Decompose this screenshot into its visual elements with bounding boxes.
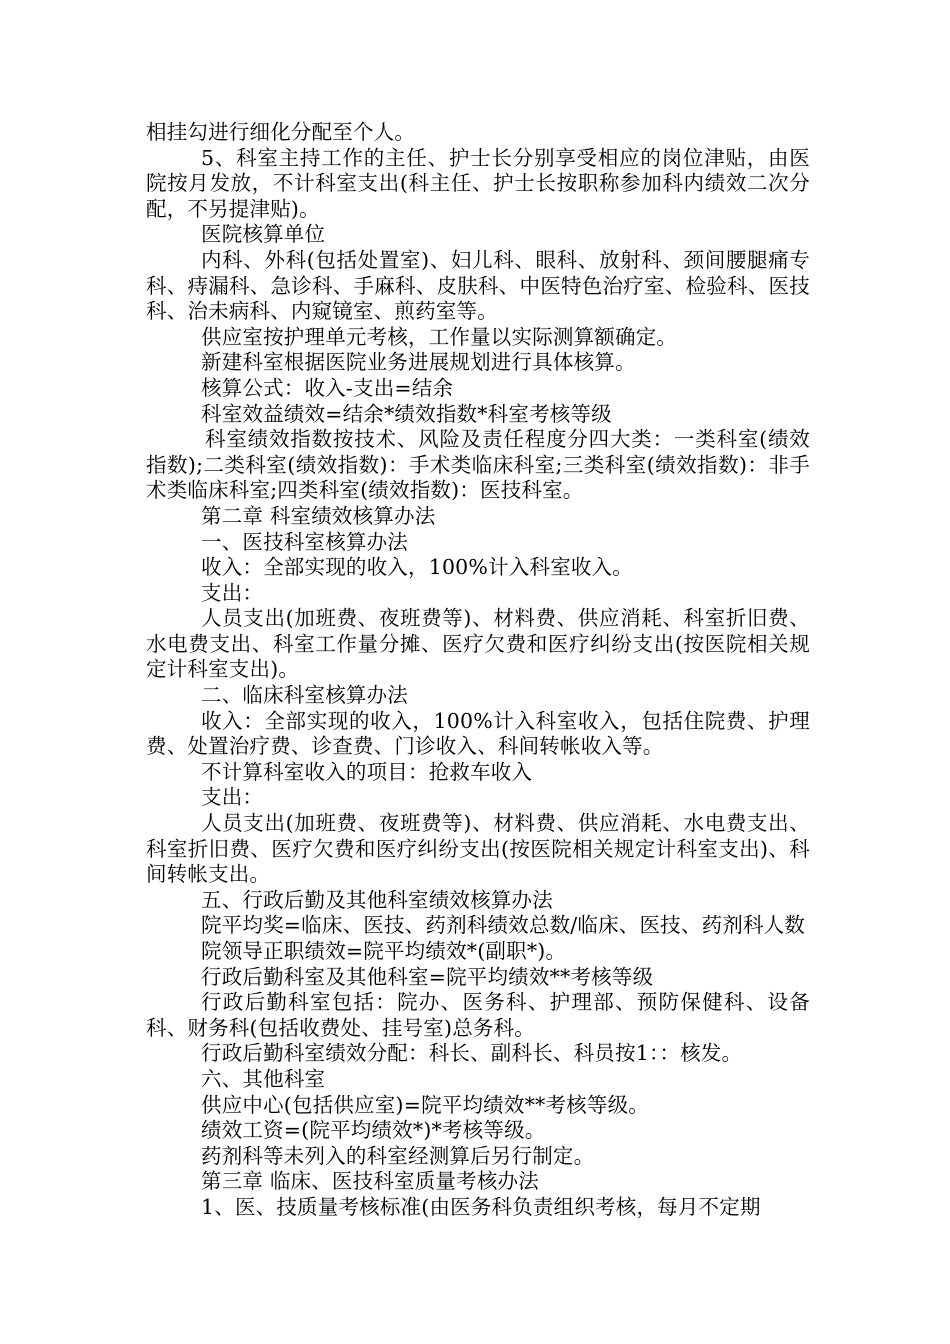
paragraph: 人员支出(加班费、夜班费等)、材料费、供应消耗、水电费支出、科室折旧费、医疗欠费和医疗纠纷支出(按医院相关规定计科室支出)、科间转帐支出。: [146, 811, 810, 887]
paragraph: 人员支出(加班费、夜班费等)、材料费、供应消耗、科室折旧费、水电费支出、科室工作量分摊、医疗欠费和医疗纠纷支出(按医院相关规定计科室支出)。: [146, 606, 810, 682]
formula: 行政后勤科室及其他科室=院平均绩效**考核等级: [201, 964, 654, 989]
document-body: [146, 120, 810, 1221]
formula: 绩效工资=(院平均绩效*)*考核等级。: [201, 1118, 546, 1143]
chapter-heading: 第三章 临床、医技科室质量考核办法: [201, 1169, 539, 1194]
paragraph: 科室绩效指数按技术、风险及责任程度分四大类：一类科室(绩效指数);二类科室(绩效指数)：手术类临床科室;三类科室(绩效指数)：非手术类临床科室;四类科室(绩效指数)：医技科室。: [146, 427, 810, 503]
paragraph: 5、科室主持工作的主任、护士长分别享受相应的岗位津贴，由医院按月发放，不计科室支出(科主任、护士长按职称参加科内绩效二次分配，不另提津贴)。: [146, 145, 810, 221]
paragraph: 收入：全部实现的收入，100%计入科室收入。: [201, 555, 634, 580]
paragraph: 供应室按护理单元考核，工作量以实际测算额确定。: [201, 324, 678, 349]
paragraph: 收入：全部实现的收入，100%计入科室收入，包括住院费、护理费、处置治疗费、诊查费、门诊收入、科间转帐收入等。: [146, 708, 810, 759]
paragraph: 内科、外科(包括处置室)、妇儿科、眼科、放射科、颈间腰腿痛专科、痔漏科、急诊科、手麻科、皮肤科、中医特色治疗室、检验科、医技科、治未病科、内窥镜室、煎药室等。: [146, 247, 810, 324]
paragraph: 药剂科等未列入的科室经测算后另行制定。: [201, 1143, 595, 1168]
paragraph: 行政后勤科室绩效分配：科长、副科长、科员按1：：核发。: [201, 1041, 743, 1066]
formula: 供应中心(包括供应室)=院平均绩效**考核等级。: [201, 1092, 649, 1117]
paragraph: 行政后勤科室包括：院办、医务科、护理部、预防保健科、设备科、财务科(包括收费处、挂号室)总务科。: [146, 990, 810, 1040]
chapter-heading: 第二章 科室绩效核算办法: [201, 503, 436, 528]
paragraph: 1、医、技质量考核标准(由医务科负责组织考核，每月不定期: [201, 1194, 761, 1219]
paragraph: 支出：: [201, 580, 264, 605]
paragraph: 相挂勾进行细化分配至个人。: [146, 120, 416, 144]
formula: 核算公式：收入-支出=结余: [201, 375, 454, 400]
paragraph: 支出：: [201, 785, 264, 810]
section-heading: 医院核算单位: [201, 222, 326, 247]
formula: 院领导正职绩效=院平均绩效*(副职*)。: [201, 939, 567, 963]
section-heading: 五、行政后勤及其他科室绩效核算办法: [201, 887, 553, 912]
formula: 科室效益绩效=结余*绩效指数*科室考核等级: [201, 401, 612, 426]
formula: 院平均奖=临床、医技、药剂科绩效总数/临床、医技、药剂科人数: [201, 913, 806, 938]
section-heading: 一、医技科室核算办法: [201, 529, 408, 554]
section-heading: 六、其他科室: [201, 1066, 326, 1091]
paragraph: 不计算科室收入的项目：抢救车收入: [201, 759, 533, 784]
section-heading: 二、临床科室核算办法: [201, 683, 408, 708]
paragraph: 新建科室根据医院业务进展规划进行具体核算。: [201, 350, 636, 375]
